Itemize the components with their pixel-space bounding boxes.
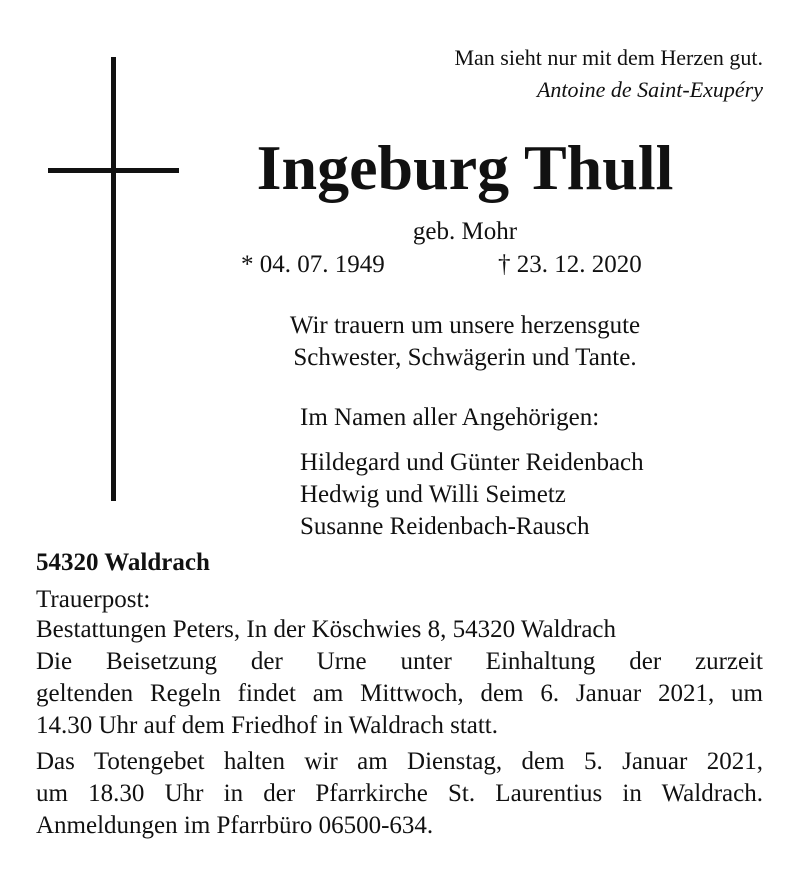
cross-icon — [111, 57, 116, 501]
deceased-name: Ingeburg Thull — [256, 132, 674, 203]
detail-line: Die Beisetzung der Urne unter Einhaltung der zurzeit — [36, 648, 763, 675]
family-name: Hildegard und Günter Reidenbach — [300, 449, 644, 476]
detail-line: Anmeldungen im Pfarrbüro 06500-634. — [36, 812, 434, 839]
mourning-line: Wir trauern um unsere herzensgute — [289, 312, 641, 339]
detail-line: 14.30 Uhr auf dem Friedhof in Waldrach statt. — [36, 712, 498, 739]
birth-date: * 04. 07. 1949 — [241, 251, 385, 278]
detail-line: Bestattungen Peters, In der Köschwies 8, 54320 Waldrach — [36, 616, 617, 643]
detail-line: um 18.30 Uhr in der Pfarrkirche St. Laurentius in Waldrach. — [36, 780, 763, 807]
family-name: Hedwig und Willi Seimetz — [300, 481, 566, 508]
detail-line: Trauerpost: — [36, 586, 151, 613]
mourning-line: Schwester, Schwägerin und Tante. — [293, 344, 637, 371]
location: 54320 Waldrach — [36, 549, 210, 576]
quote-author: Antoine de Saint-Exupéry — [536, 77, 763, 102]
detail-line: Das Totengebet halten wir am Dienstag, dem 5. Januar 2021, — [36, 748, 763, 775]
family-name: Susanne Reidenbach-Rausch — [300, 513, 590, 540]
maiden-name: geb. Mohr — [412, 218, 518, 245]
detail-line: geltenden Regeln findet am Mittwoch, dem 6. Januar 2021, um — [36, 680, 763, 707]
death-date: † 23. 12. 2020 — [498, 251, 642, 278]
quote-text: Man sieht nur mit dem Herzen gut. — [454, 45, 763, 70]
family-intro: Im Namen aller Angehörigen: — [300, 404, 600, 431]
